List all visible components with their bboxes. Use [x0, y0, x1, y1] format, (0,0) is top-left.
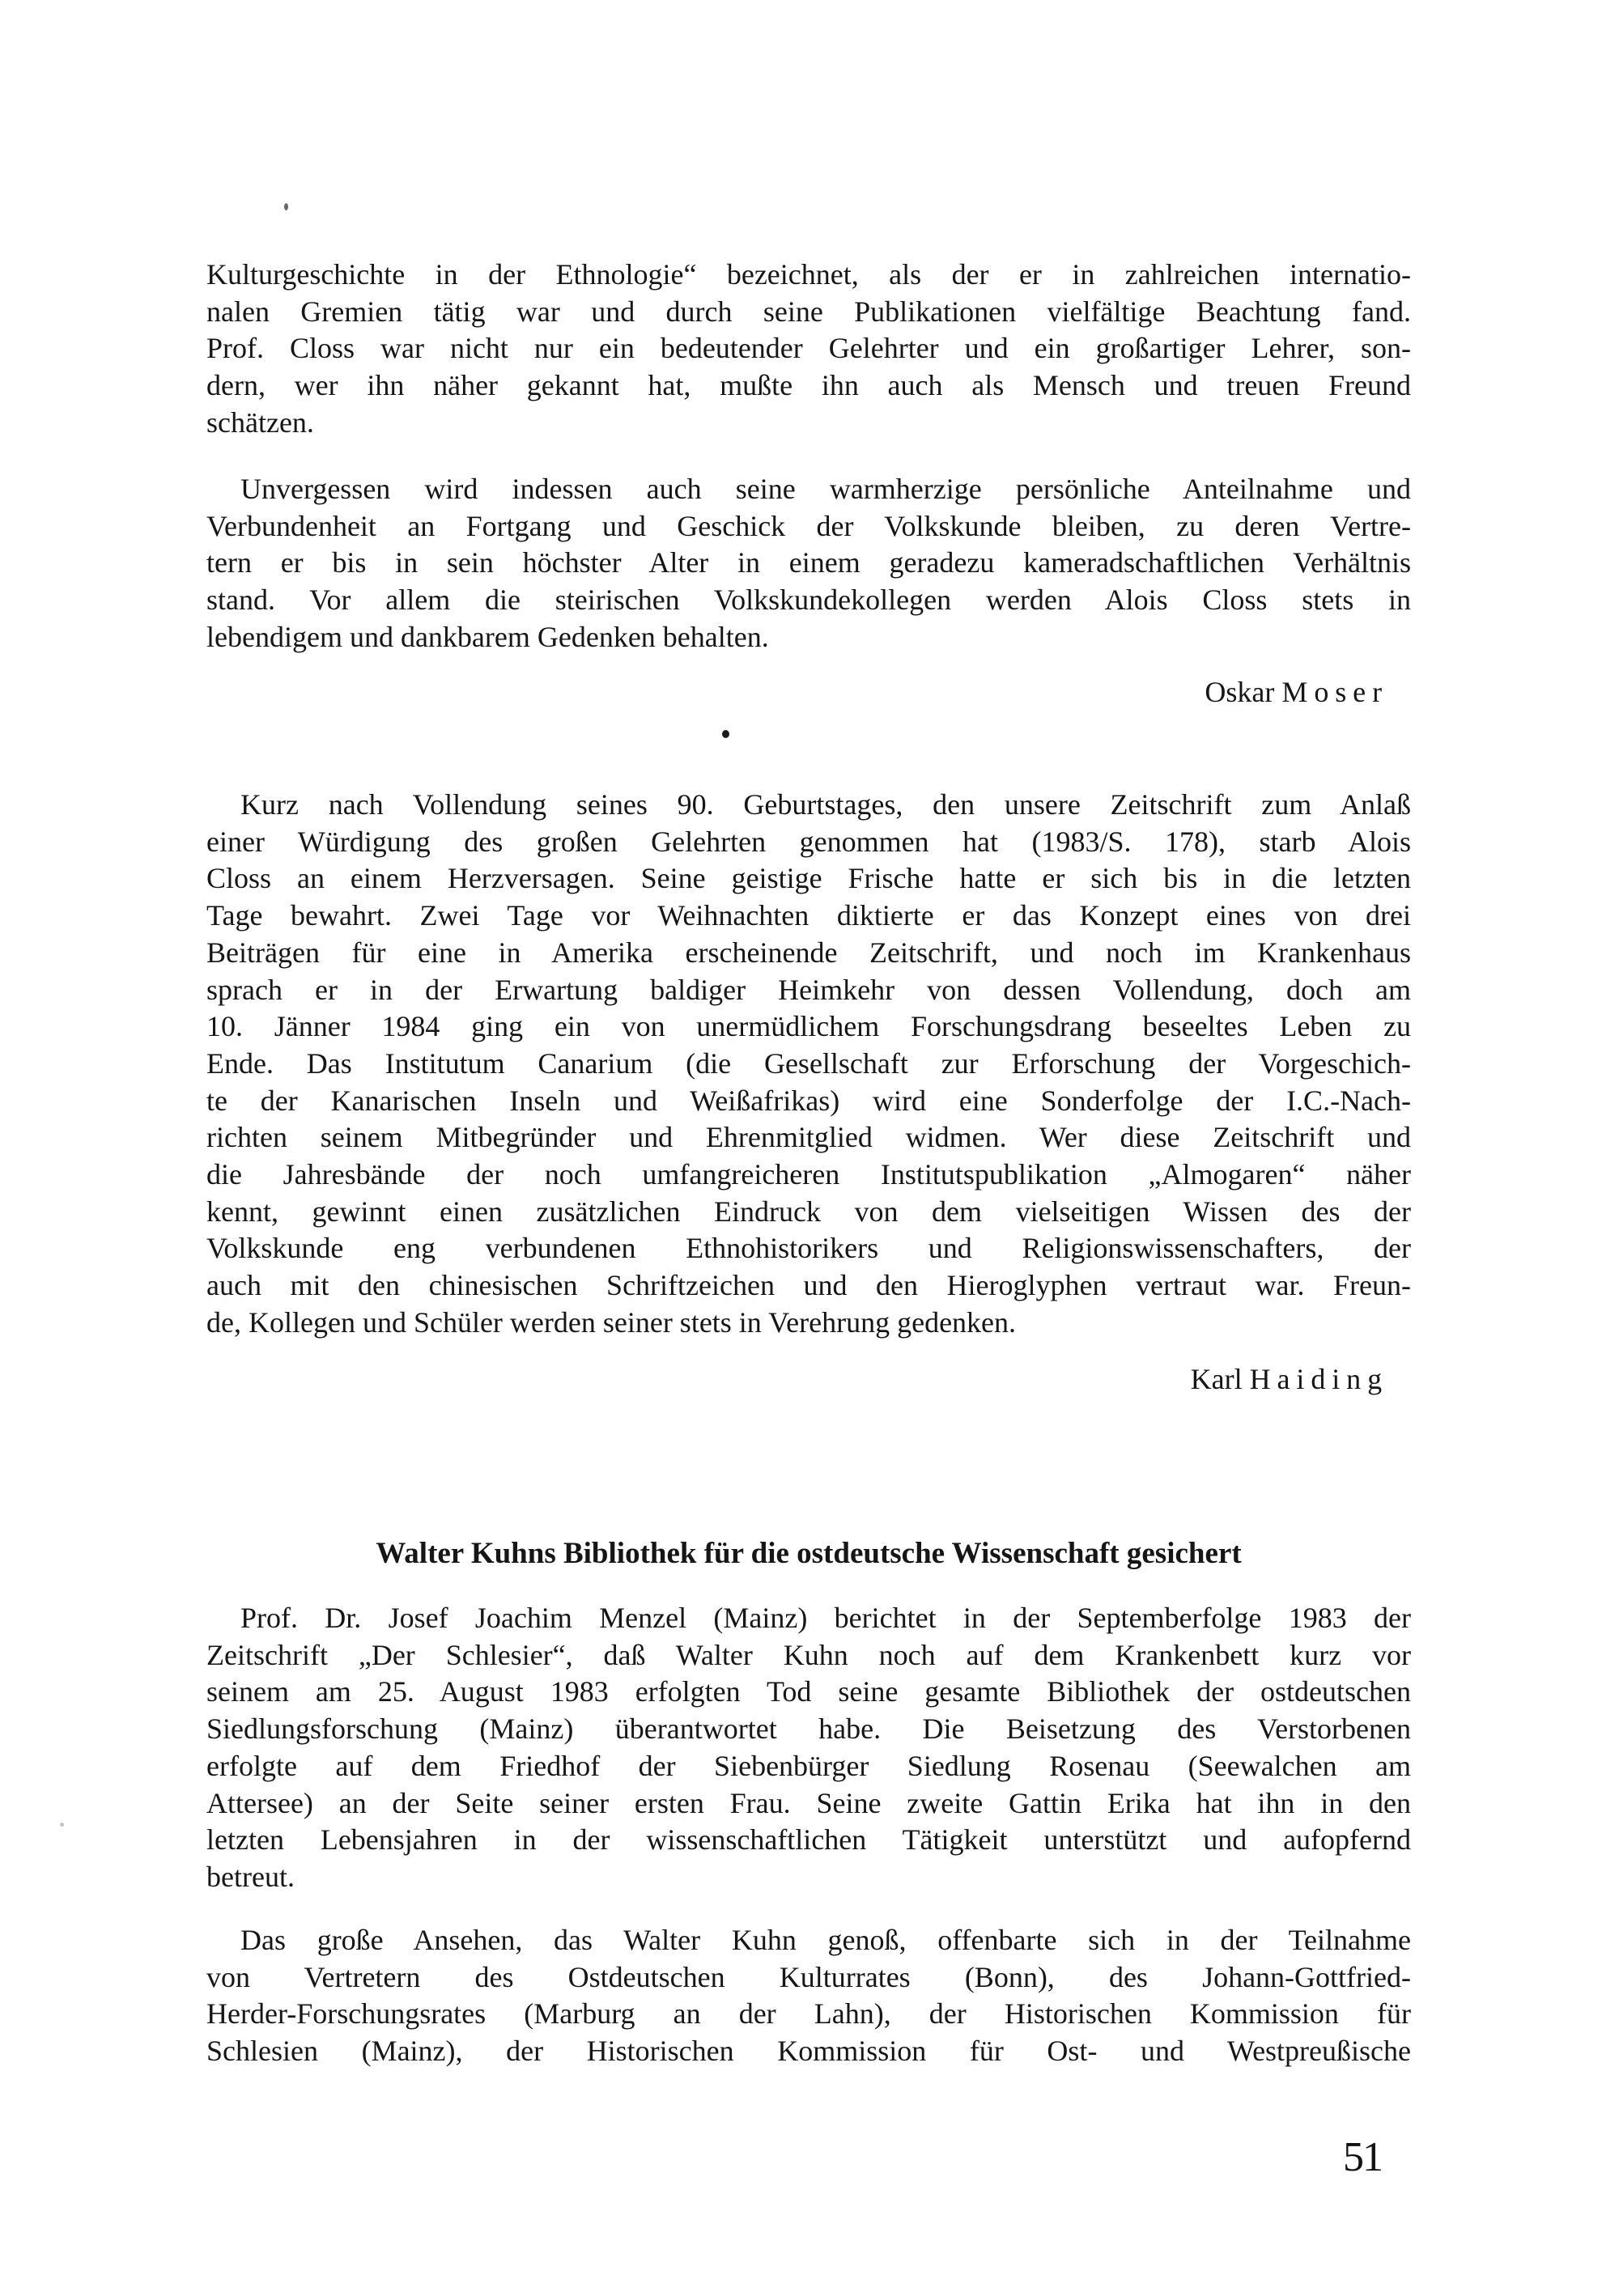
text-line: auch mit den chinesischen Schriftzeichen und den Hieroglyphen vertraut war. Freun-	[206, 1269, 1411, 1302]
text-line: Herder-Forschungsrates (Marburg an der Lahn), der Historischen Kommission für	[206, 1997, 1411, 2031]
text-line: tern er bis in sein höchster Alter in einem geradezu kameradschaftlichen Verhältnis	[206, 546, 1411, 579]
text-line: die Jahresbände der noch umfangreicheren Institutspublikation „Almogaren“ näher	[206, 1158, 1411, 1191]
signature-karl-haiding	[206, 1361, 1411, 1398]
text-line: betreut.	[206, 1860, 295, 1893]
text-line: schätzen.	[206, 405, 314, 439]
para-kuhn-2	[206, 1922, 1411, 2070]
scan-speck	[722, 730, 729, 738]
text-line: te der Kanarischen Inseln und Weißafrikas) wird eine Sonderfolge der I.C.-Nach-	[206, 1084, 1411, 1117]
text-line: lebendigem und dankbarem Gedenken behalten.	[206, 620, 769, 653]
text-line: Attersee) an der Seite seiner ersten Frau. Seine zweite Gattin Erika hat ihn in den	[206, 1786, 1411, 1819]
text-line: einer Würdigung des großen Gelehrten genommen hat (1983/S. 178), starb Alois	[206, 825, 1411, 858]
text-line: Kurz nach Vollendung seines 90. Geburtstages, den unsere Zeitschrift zum Anlaß	[240, 788, 1411, 821]
text-column	[206, 0, 1411, 2296]
text-line: sprach er in der Erwartung baldiger Heimkehr von dessen Vollendung, doch am	[206, 973, 1411, 1006]
text-line: erfolgte auf dem Friedhof der Siebenbürger Siedlung Rosenau (Seewalchen am	[206, 1749, 1411, 1782]
text-line: Schlesien (Mainz), der Historischen Kommission für Ost- und Westpreußische	[206, 2035, 1411, 2068]
scan-speck	[60, 1823, 64, 1827]
para-closs-2	[206, 471, 1411, 656]
text-line: richten seinem Mitbegründer und Ehrenmitglied widmen. Wer diese Zeitschrift und	[206, 1121, 1411, 1154]
text-line: Closs an einem Herzversagen. Seine geistige Frische hatte er sich bis in die letzten	[206, 862, 1411, 895]
text-line: kennt, gewinnt einen zusätzlichen Eindruck von dem vielseitigen Wissen des der	[206, 1195, 1411, 1228]
text-line: Beiträgen für eine in Amerika erscheinende Zeitschrift, und noch im Krankenhaus	[206, 936, 1411, 969]
text-line: dern, wer ihn näher gekannt hat, mußte ihn auch als Mensch und treuen Freund	[206, 369, 1411, 402]
text-line: Prof. Dr. Josef Joachim Menzel (Mainz) berichtet in der Septemberfolge 1983 der	[240, 1602, 1411, 1634]
text-line: nalen Gremien tätig war und durch seine Publikationen vielfältige Beachtung fand.	[206, 295, 1411, 328]
text-line: Volkskunde eng verbundenen Ethnohistorikers und Religionswissenschafters, der	[206, 1232, 1411, 1265]
text-line: Prof. Closs war nicht nur ein bedeutender Gelehrter und ein großartiger Lehrer, son-	[206, 332, 1411, 365]
heading-walter-kuhn: Walter Kuhns Bibliothek für die ostdeutsche Wissenschaft gesichert	[376, 1537, 1242, 1570]
text-line: von Vertretern des Ostdeutschen Kulturrates (Bonn), des Johann-Gottfried-	[206, 1960, 1411, 1993]
text-line: de, Kollegen und Schüler werden seiner stets in Verehrung gedenken.	[206, 1305, 1017, 1339]
signature-last-name: Haiding	[1249, 1363, 1388, 1395]
para-closs-1	[206, 257, 1411, 442]
signature-oskar-moser	[206, 674, 1411, 711]
text-line: Tage bewahrt. Zwei Tage vor Weihnachten diktierte er das Konzept eines von drei	[206, 899, 1411, 932]
text-line: stand. Vor allem die steirischen Volkskundekollegen werden Alois Closs stets in	[206, 584, 1411, 617]
text-line: Kulturgeschichte in der Ethnologie“ bezeichnet, als der er in zahlreichen internatio-	[206, 258, 1411, 291]
text-line: 10. Jänner 1984 ging ein von unermüdlichem Forschungsdrang beseeltes Leben zu	[206, 1010, 1411, 1043]
text-line: letzten Lebensjahren in der wissenschaftlichen Tätigkeit unterstützt und aufopfernd	[206, 1823, 1411, 1857]
scan-speck	[284, 203, 288, 210]
signature-last-name: Moser	[1281, 676, 1388, 708]
text-line: seinem am 25. August 1983 erfolgten Tod seine gesamte Bibliothek der ostdeutschen	[206, 1675, 1411, 1708]
page-number: 51	[1343, 2134, 1382, 2180]
text-line: Verbundenheit an Fortgang und Geschick der Volkskunde bleiben, zu deren Vertre-	[206, 509, 1411, 542]
signature-first-name: Oskar	[1205, 676, 1282, 708]
text-line: Siedlungsforschung (Mainz) überantwortet habe. Die Beisetzung des Verstorbenen	[206, 1712, 1411, 1746]
signature-first-name: Karl	[1190, 1363, 1250, 1395]
para-kuhn-1	[206, 1600, 1411, 1896]
text-line: Ende. Das Institutum Canarium (die Gesellschaft zur Erforschung der Vorgeschich-	[206, 1046, 1411, 1080]
text-line: Zeitschrift „Der Schlesier“, daß Walter Kuhn noch auf dem Krankenbett kurz vor	[206, 1638, 1411, 1671]
para-closs-3	[206, 787, 1411, 1342]
text-line: Das große Ansehen, das Walter Kuhn genoß, offenbarte sich in der Teilnahme	[240, 1924, 1411, 1956]
text-line: Unvergessen wird indessen auch seine warmherzige persönliche Anteilnahme und	[240, 473, 1411, 505]
